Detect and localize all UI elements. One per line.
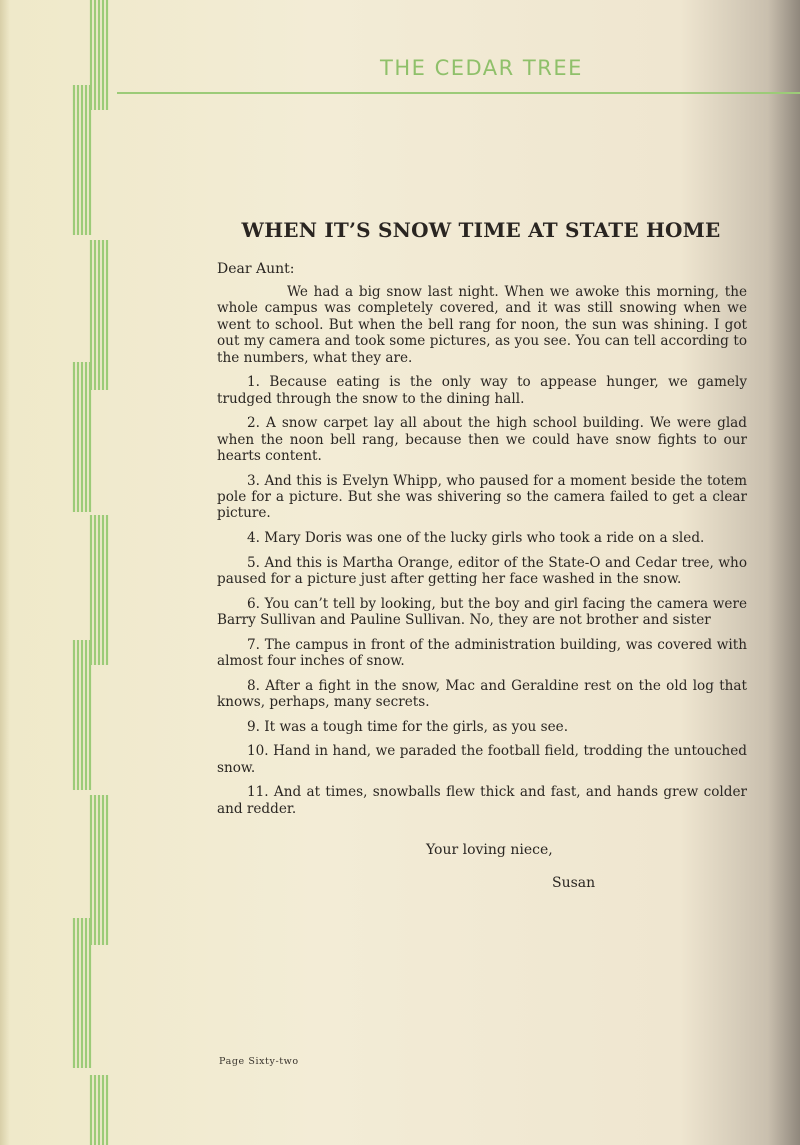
header-rule (117, 92, 800, 94)
page-number-label: Page Sixty-two (219, 1056, 299, 1067)
intro-paragraph: We had a big snow last night. When we awoke this morning, the whole campus was completely covered, and it was still snowing when we went to school. But when the bell rang for noon, the sun was shining. I got out my camera and took some pictures, as you see. You can tell according to the numbers, what they are. (217, 284, 747, 366)
item-paragraph-10: 10. Hand in hand, we paraded the football field, trodding the untouched snow. (217, 743, 747, 776)
page-left-edge (0, 0, 10, 1145)
item-paragraph-1: 1. Because eating is the only way to appease hunger, we gamely trudged through the snow to the dining hall. (217, 374, 747, 407)
item-paragraph-5: 5. And this is Martha Orange, editor of the State-O and Cedar tree, who paused for a picture just after getting her face washed in the snow. (217, 554, 747, 588)
item-paragraph-4: 4. Mary Doris was one of the lucky girls who took a ride on a sled. (247, 530, 705, 547)
item-paragraph-3: 3. And this is Evelyn Whipp, who paused for a moment beside the totem pole for a picture. But she was shivering so the camera failed to get a clear picture. (217, 472, 747, 522)
item-paragraph-2: 2. A snow carpet lay all about the high school building. We were glad when the noon bell rang, because then we could have snow fights to our hearts content. (217, 415, 747, 465)
green-stripe-decoration (60, 0, 120, 1145)
item-paragraph-7: 7. The campus in front of the administration building, was covered with almost four inches of snow. (217, 636, 747, 670)
letter-salutation: Dear Aunt: (217, 261, 295, 277)
article-title: WHEN IT’S SNOW TIME AT STATE HOME (241, 218, 721, 242)
item-paragraph-9: 9. It was a tough time for the girls, as you see. (247, 718, 569, 735)
item-paragraph-11: 11. And at times, snowballs flew thick and fast, and hands grew colder and redder. (217, 784, 747, 817)
letter-signature: Susan (552, 875, 596, 891)
letter-closing: Your loving niece, (426, 842, 553, 858)
running-header-title: THE CEDAR TREE (380, 56, 583, 80)
item-paragraph-8: 8. After a fight in the snow, Mac and Geraldine rest on the old log that knows, perhaps, many secrets. (217, 677, 747, 711)
letter-body (217, 284, 747, 825)
item-paragraph-6: 6. You can’t tell by looking, but the boy and girl facing the camera were Barry Sullivan and Pauline Sullivan. No, they are not brother and sister (217, 595, 747, 629)
